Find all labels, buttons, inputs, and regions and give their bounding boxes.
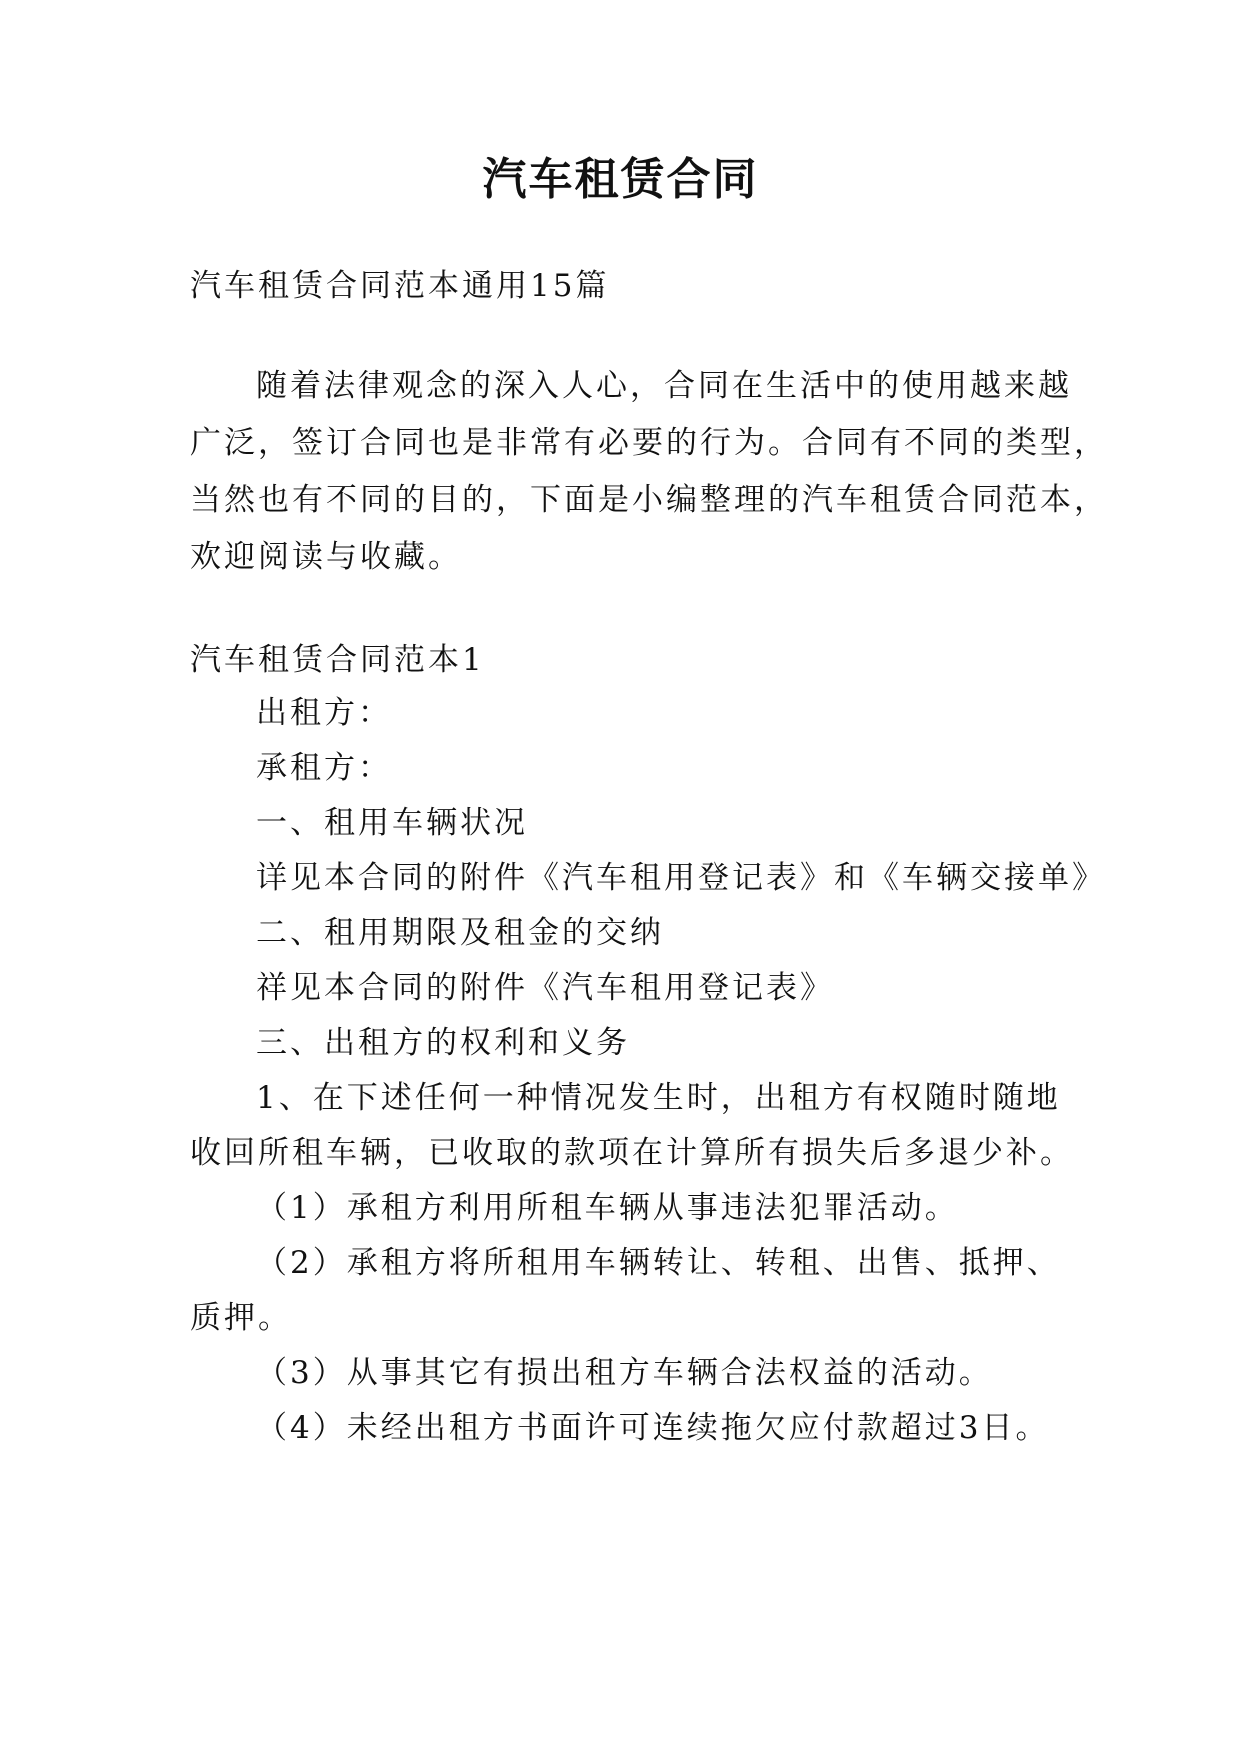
intro-line-3: 当然也有不同的目的，下面是小编整理的汽车租赁合同范本，: [190, 482, 1108, 518]
body-line: 二、租用期限及租金的交纳: [256, 915, 664, 951]
body-line: （3）从事其它有损出租方车辆合法权益的活动。: [256, 1355, 993, 1391]
body-line: 1、在下述任何一种情况发生时，出租方有权随时随地: [256, 1080, 1061, 1116]
body-line: （4）未经出租方书面许可连续拖欠应付款超过3日。: [256, 1410, 1050, 1446]
body-line: 详见本合同的附件《汽车租用登记表》和《车辆交接单》: [256, 860, 1106, 896]
body-line: 出租方：: [256, 695, 392, 731]
section-heading: 汽车租赁合同范本1: [190, 642, 485, 678]
body-line: 收回所租车辆，已收取的款项在计算所有损失后多退少补。: [190, 1135, 1074, 1171]
body-line: （1）承租方利用所租车辆从事违法犯罪活动。: [256, 1190, 959, 1226]
body-line: 一、租用车辆状况: [256, 805, 528, 841]
intro-line-1: 随着法律观念的深入人心，合同在生活中的使用越来越: [256, 368, 1072, 404]
document-subtitle: 汽车租赁合同范本通用15篇: [190, 268, 610, 304]
body-line: （2）承租方将所租用车辆转让、转租、出售、抵押、: [256, 1245, 1061, 1281]
body-line: 质押。: [190, 1300, 292, 1336]
intro-line-4: 欢迎阅读与收藏。: [190, 539, 462, 575]
body-line: 三、出租方的权利和义务: [256, 1025, 630, 1061]
document-title: 汽车租赁合同: [482, 154, 759, 205]
body-line: 承租方：: [256, 750, 392, 786]
intro-line-2: 广泛，签订合同也是非常有必要的行为。合同有不同的类型，: [190, 425, 1108, 461]
body-line: 祥见本合同的附件《汽车租用登记表》: [256, 970, 834, 1006]
